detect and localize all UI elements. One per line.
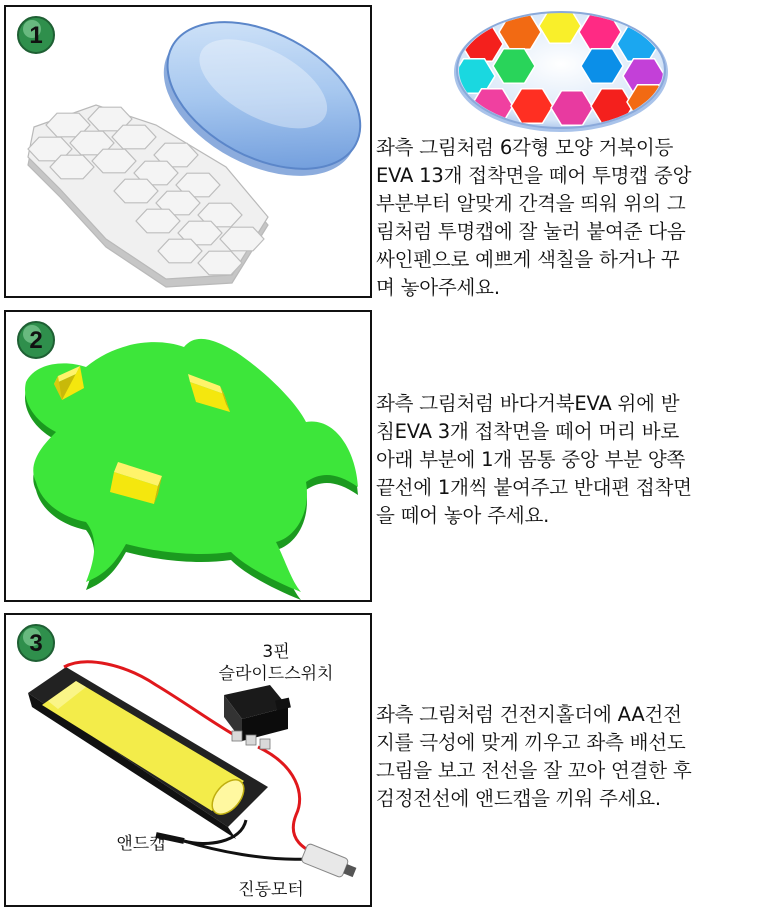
label-vibration-motor: 진동모터 (238, 880, 304, 900)
hexagon-cap-illustration (6, 7, 370, 296)
step-1-illustration (4, 5, 372, 298)
step-1-description: 좌측 그림처럼 6각형 모양 거북이등 EVA 13개 접착면을 떼어 투명캡 중앙 부분부터 알맞게 간격을 띄워 위의 그 림처럼 투명캡에 잘 눌러 붙여준 다음 싸인펜으로 예쁘게 색칠을 하거나 꾸 며 놓아주세요. (376, 136, 692, 299)
step-badge-3 (16, 623, 56, 663)
step-2 (0, 300, 760, 605)
step-3-illustration (4, 613, 372, 907)
step-badge-1 (16, 15, 56, 55)
battery-holder (28, 667, 268, 839)
step-3-description: 좌측 그림처럼 건전지홀더에 AA건전 지를 극성에 맞게 끼우고 좌측 배선도 그림을 보고 전선을 잘 꼬아 연결한 후 검정전선에 앤드캡을 끼워 주세요. (376, 703, 692, 810)
slide-switch (224, 685, 291, 749)
vibration-motor (301, 843, 359, 882)
step-number: 1 (29, 22, 43, 49)
step-3 (0, 605, 760, 911)
sea-turtle-eva-illustration (6, 312, 370, 600)
step-number: 3 (29, 630, 43, 657)
step-2-description: 좌측 그림처럼 바다거북EVA 위에 받 침EVA 3개 접착면을 떼어 머리 바로 아래 부분에 1개 몸통 중앙 부분 양쪽 끝선에 1개씩 붙여주고 반대편 접착면 을 떼어 놓아 주세요. (376, 392, 692, 527)
colored-hexagon-dome (452, 6, 670, 134)
step-badge-2 (16, 320, 56, 360)
step-2-illustration (4, 310, 372, 602)
label-slide-switch: 3핀 슬라이드스위치 (218, 642, 334, 684)
step-1 (0, 0, 760, 300)
label-end-cap: 앤드캡 (116, 834, 166, 854)
step-number: 2 (29, 327, 43, 354)
